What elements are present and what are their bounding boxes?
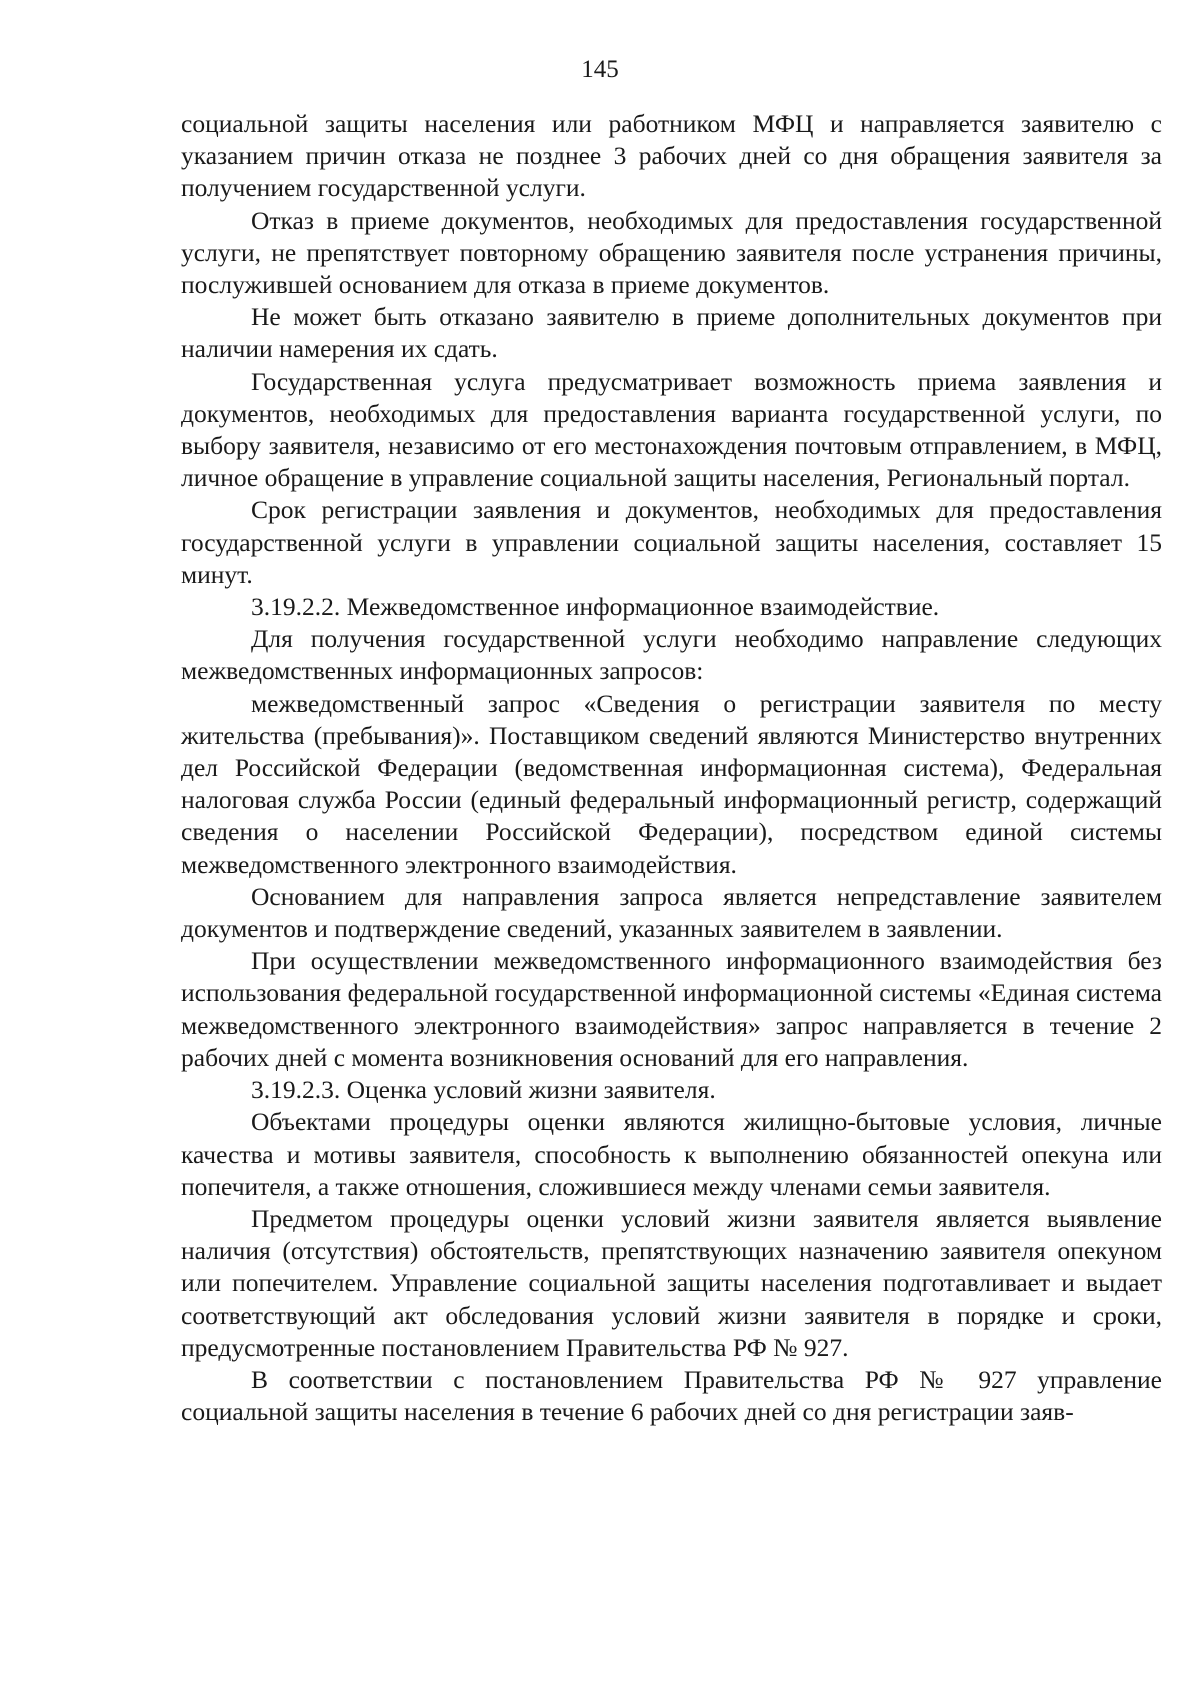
paragraph-refusal: Отказ в приеме документов, необходимых для предоставления государственной услуги, не препятствует повторному обращению заявителя после устранения причины, послужившей основанием для отказа в приеме документов.: [181, 205, 1162, 300]
section-heading-3-19-2-3: 3.19.2.3. Оценка условий жизни заявителя.: [251, 1075, 716, 1105]
paragraph-registration-time: Срок регистрации заявления и документов, необходимых для предоставления государственной услуги в управлении социальной защиты населения, составляет 15 минут.: [181, 495, 1162, 589]
paragraph-registration-request: межведомственный запрос «Сведения о регистрации заявителя по месту жительства (пребывания)». Поставщиком сведений являются Министерство внутренних дел Российской Федерации (ведомственная информационная система), Федеральная налоговая служба России (единый федеральный информационный регистр, содержащий сведения о населении Российской Федерации), посредством единой системы межведомственного электронного взаимодействия.: [181, 688, 1162, 879]
paragraph-decree-927: В соответствии с постановлением Правительства РФ № 927 управление социальной защиты населения в течение 6 рабочих дней со дня регистрации заяв-: [181, 1364, 1162, 1427]
paragraph-assessment-subject: Предметом процедуры оценки условий жизни заявителя является выявление наличия (отсутствия) обстоятельств, препятствующих назначению заявителя опекуном или попечителем. Управление социальной защиты населения подготавливает и выдает соответствующий акт обследования условий жизни заявителя в порядке и сроки, предусмотренные постановлением Правительства РФ № 927.: [181, 1203, 1162, 1362]
paragraph-continuation: социальной защиты населения или работником МФЦ и направляется заявителю с указанием причин отказа не позднее 3 рабочих дней со дня обращения заявителя за получением государственной услуги.: [181, 109, 1162, 203]
paragraph-assessment-objects: Объектами процедуры оценки являются жилищно-бытовые условия, личные качества и мотивы заявителя, способность к выполнению обязанностей опекуна или попечителя, а также отношения, сложившиеся между членами семьи заявителя.: [181, 1107, 1162, 1201]
document-body: [181, 108, 1162, 1428]
paragraph-request-timing: При осуществлении межведомственного информационного взаимодействия без использования федеральной государственной информационной системы «Единая система межведомственного электронного взаимодействия» запрос направляется в течение 2 рабочих дней с момента возникновения оснований для его направления.: [181, 946, 1162, 1072]
paragraph-additional-documents: Не может быть отказано заявителю в приеме дополнительных документов при наличии намерения их сдать.: [181, 302, 1162, 364]
paragraph-interagency-requests: Для получения государственной услуги необходимо направление следующих межведомственных информационных запросов:: [181, 624, 1162, 686]
section-heading-3-19-2-2: 3.19.2.2. Межведомственное информационное взаимодействие.: [251, 592, 940, 622]
page-number: 145: [581, 56, 619, 83]
paragraph-submission-methods: Государственная услуга предусматривает возможность приема заявления и документов, необходимых для предоставления варианта государственной услуги, по выбору заявителя, независимо от его местонахождения почтовым отправлением, в МФЦ, личное обращение в управление социальной защиты населения, Региональный портал.: [181, 366, 1162, 493]
paragraph-request-basis: Основанием для направления запроса является непредставление заявителем документов и подтверждение сведений, указанных заявителем в заявлении.: [181, 881, 1162, 944]
